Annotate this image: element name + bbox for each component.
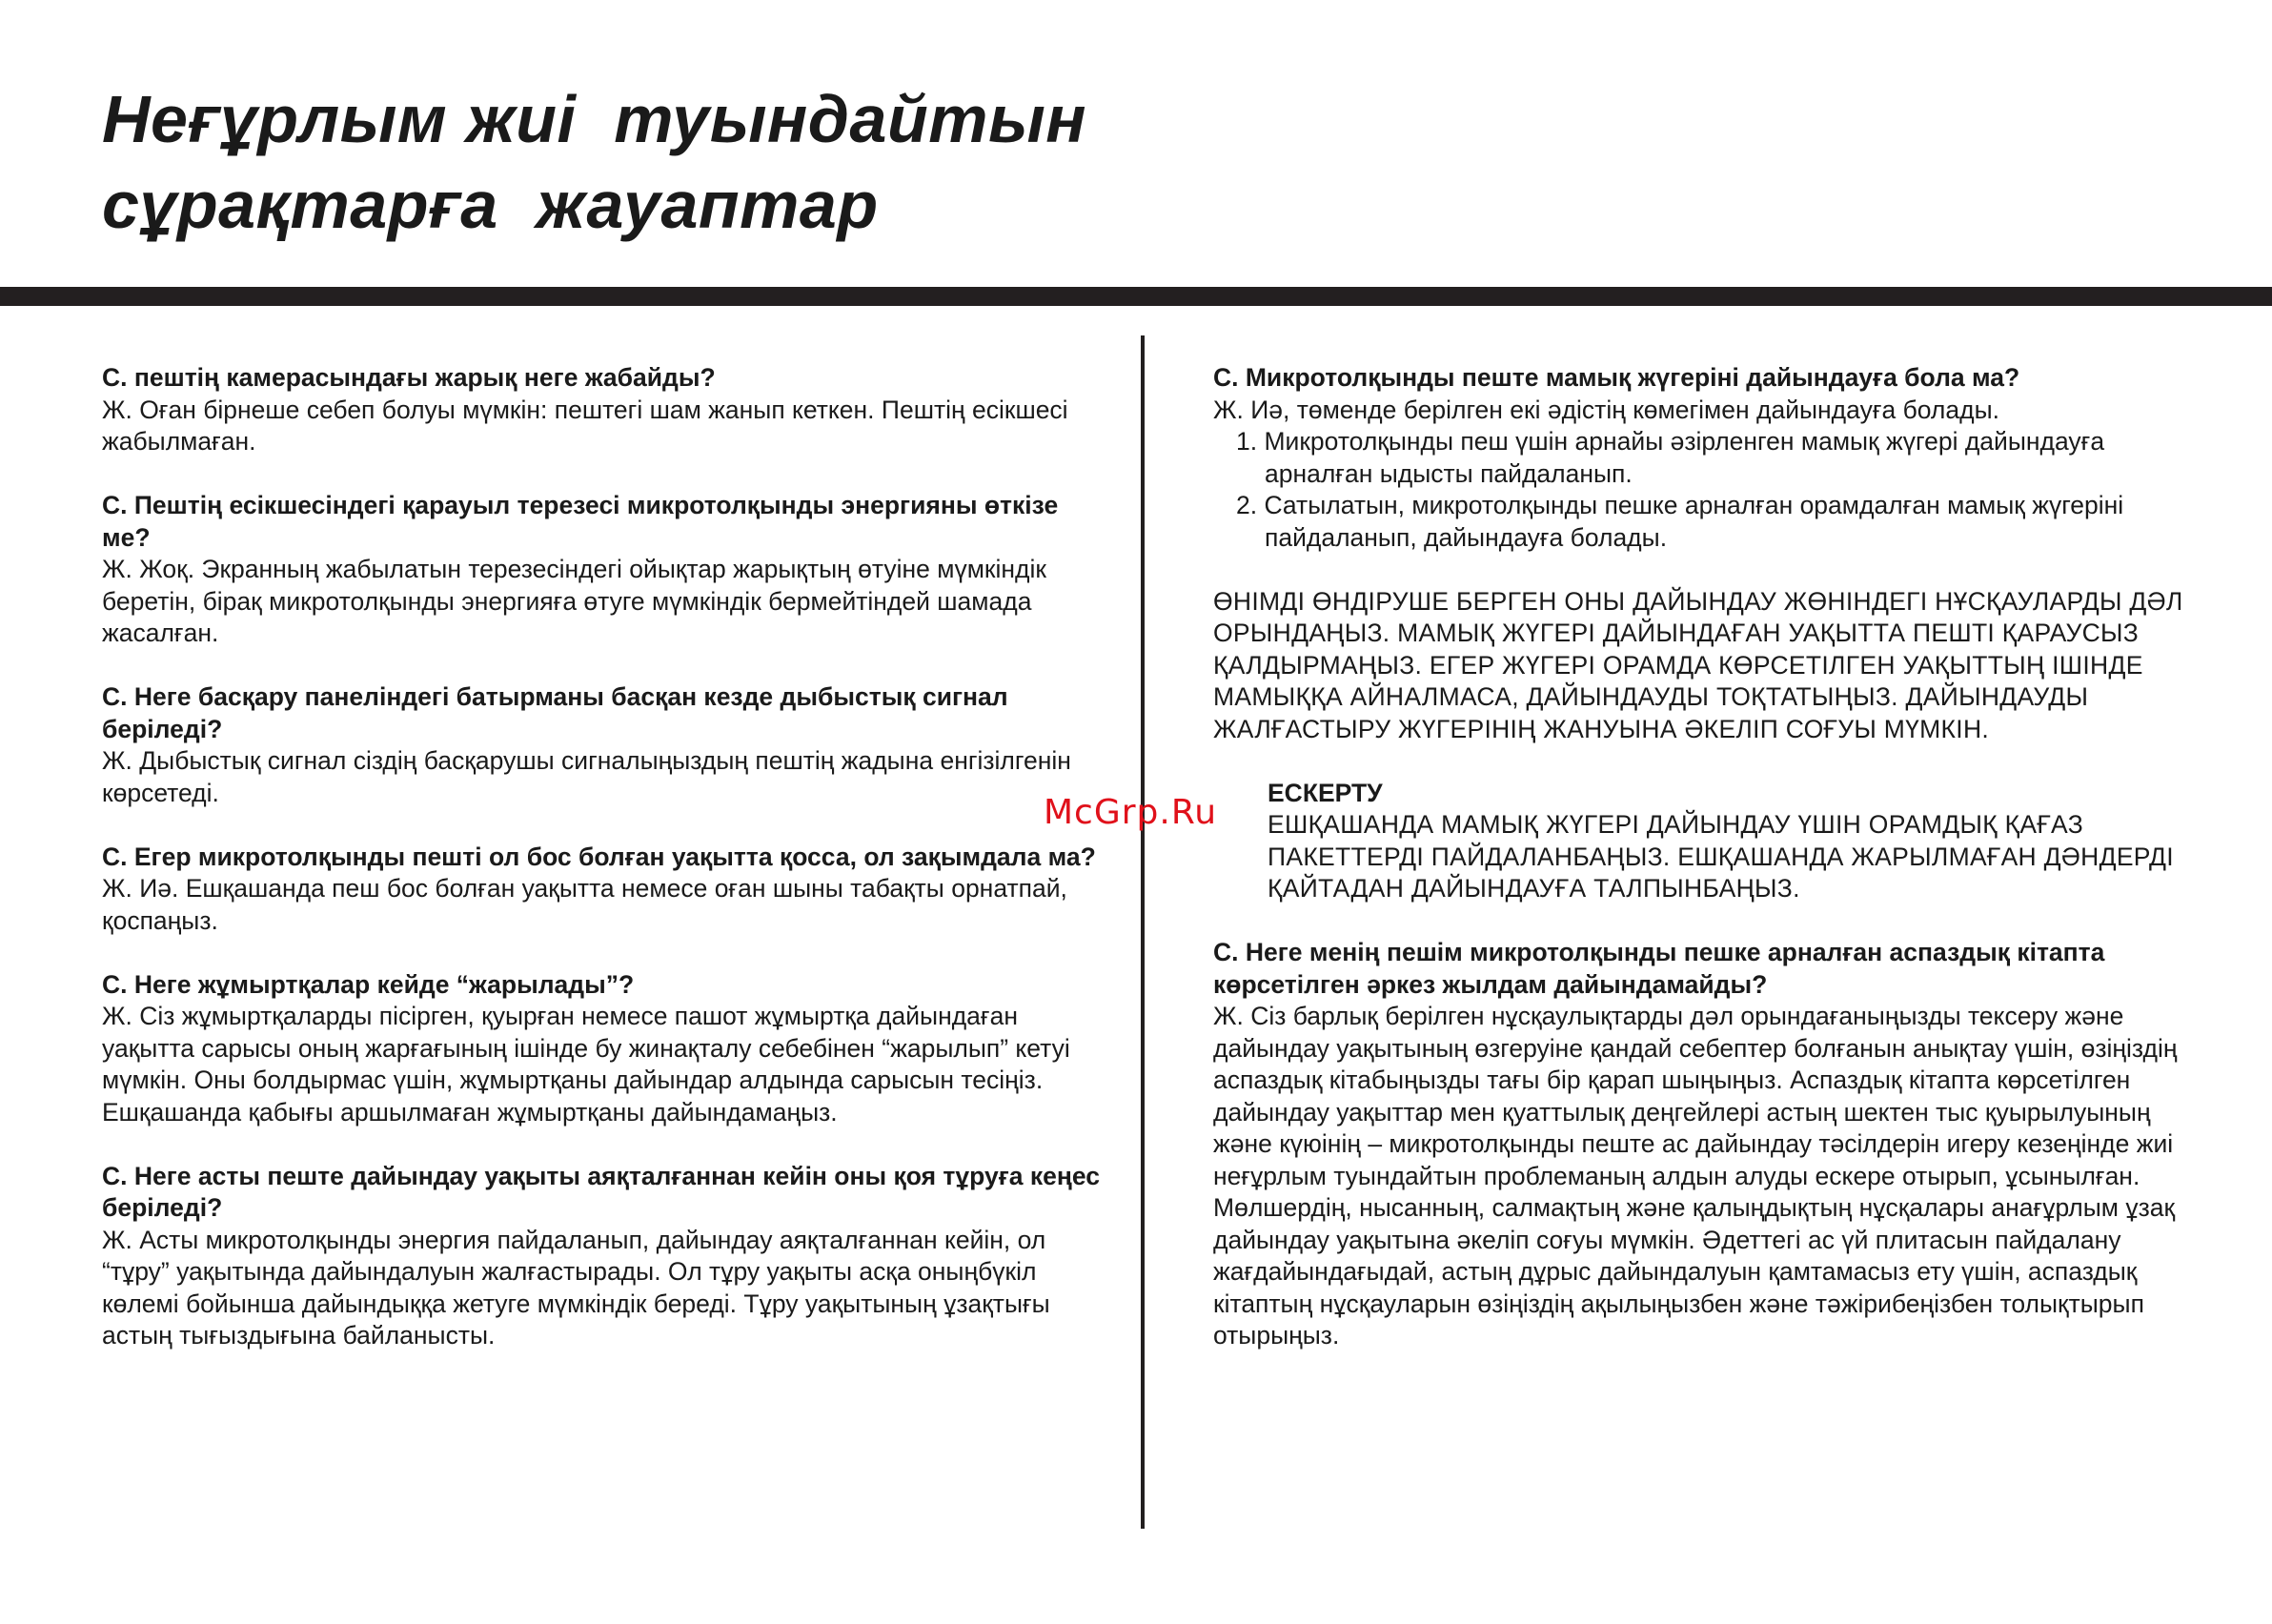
title-rule [0,287,2272,306]
faq-answer: Ж. Сіз барлық берілген нұсқаулықтарды дәл орындағаныңызды тексеру және дайындау уақытының өзгеруіне қандай себептер болғанын анықтау үшін, өзіңіздің аспаздық кітабыңызды тағы бір қарап шыңыңыз. Аспаздық кітапта көрсетілген дайындау уақыттар мен қуаттылық деңгейлері астың шектен тыс қуырылуының және күюінің – микротолқынды пеште ас дайындау тәсілдерін игеру кезеңінде жиі неғұрлым туындайтын проблеманың алдын алуды ескере отырып, ұсынылған. Мөлшердің, нысанның, салмақтың және қалыңдықтың нұсқалары анағұрлым ұзақ дайындау уақытына әкеліп соғуы мүмкін. Әдеттегі ас үй плитасын пайдалану жағдайындағыдай, астың дұрыс дайындалуын қамтамасыз ету үшін, аспаздық кітаптың нұсқауларын өзіңіздің ақылыңызбен және тәжірибеңізбен толықтырып отырыңыз. [1213,1002,2178,1350]
faq-item-popcorn [1213,362,2204,554]
faq-question: С. Неге асты пеште дайындау уақыты аяқталғаннан кейін оны қоя тұруға кеңес беріледі? [102,1161,1100,1222]
faq-answer: Ж. Асты микротолқынды энергия пайдаланып, дайындау аяқталғаннан кейін, ол “тұру” уақытында дайындалуын жалғастырады. Ол тұру уақыты асқа оныңбүкіл көлемі бойынша дайындыққа жетуге мүмкіндік береді. Тұру уақытының ұзақтығы астың тығыздығына байланысты. [102,1225,1050,1350]
method-list [1213,426,2204,554]
faq-item [102,362,1112,458]
faq-question: С. Пештің есікшесіндегі қарауыл терезесі микротолқынды энергияны өткізе ме? [102,491,1059,552]
warning-note [1268,778,2204,905]
right-column [1213,362,2204,1384]
faq-question: С. Неге басқару панеліндегі батырманы басқан кезде дыбыстық сигнал беріледі? [102,682,1008,743]
column-divider [1141,335,1145,1529]
watermark: McGrp.Ru [1044,793,1218,832]
faq-question: С. Микротолқынды пеште мамық жүгеріні дайындауға бола ма? [1213,363,2020,392]
faq-answer: Ж. Иә, төменде берілген екі әдістің көмегімен дайындауға болады. [1213,395,2000,424]
faq-answer: Ж. Дыбыстық сигнал сіздің басқарушы сигналыңыздың пештің жадына енгізілгенін көрсетеді. [102,746,1071,807]
warning-title: ЕСКЕРТУ [1268,778,1383,807]
manufacturer-instructions: ӨНІМДІ ӨНДІРУШЕ БЕРГЕН ОНЫ ДАЙЫНДАУ ЖӨНІНДЕГІ НҰСҚАУЛАРДЫ ДӘЛ ОРЫНДАҢЫЗ. МАМЫҚ ЖҮГЕРІ ДАЙЫНДАҒАН УАҚЫТТА ПЕШТІ ҚАРАУСЫЗ ҚАЛДЫРМАҢЫЗ. ЕГЕР ЖҮГЕРІ ОРАМДА КӨРСЕТІЛГЕН УАҚЫТТЫҢ ІШІНДЕ МАМЫҚҚА АЙНАЛМАСА, ДАЙЫНДАУДЫ ТОҚТАТЫҢЫЗ. ДАЙЫНДАУДЫ ЖАЛҒАСТЫРУ ЖҮГЕРІНІҢ ЖАНУЫНА ӘКЕЛІП СОҒУЫ МҮМКІН. [1213,586,2183,743]
faq-answer: Ж. Иә. Ешқашанда пеш бос болған уақытта немесе оған шыны табақты орнатпай, қоспаңыз. [102,874,1067,935]
faq-question: С. пештің камерасындағы жарық неге жабайды? [102,363,716,392]
faq-item [102,681,1112,809]
faq-answer: Ж. Сіз жұмыртқаларды пісірген, қуырған немесе пашот жұмыртқа дайындаған уақытта сарысы оның жарғағының ішінде бу жинақталу себебінен “жарылып” кетуі мүмкін. Оны болдырмас үшін, жұмыртқаны дайындар алдында сарысын тесіңіз. Ешқашанда қабығы аршылмаған жұмыртқаны дайындамаңыз. [102,1002,1070,1127]
faq-item [102,1161,1112,1352]
faq-question: С. Егер микротолқынды пешті ол бос болған уақытта қосса, ол зақымдала ма? [102,842,1096,871]
faq-question: С. Неге жұмыртқалар кейде “жарылады”? [102,969,635,999]
faq-item [102,490,1112,650]
faq-question: С. Неге менің пешім микротолқынды пешке арналған аспаздық кітапта көрсетілген әркез жылдам дайындамайды? [1213,938,2105,999]
page-title-line-1: Неғұрлым жиі туындайтын [102,82,1087,156]
faq-answer: Ж. Оған бірнеше себеп болуы мүмкін: пештегі шам жанып кеткен. Пештің есікшесі жабылмаған. [102,395,1068,456]
left-column [102,362,1112,1384]
list-item: 1. Микротолқынды пеш үшін арнайы әзірленген мамық жүгері дайындауға арналған ыдысты пайдаланып. [1236,427,2105,488]
faq-item [102,842,1112,938]
faq-answer: Ж. Жоқ. Экранның жабылатын терезесіндегі ойықтар жарықтың өтуіне мүмкіндік беретін, бірақ микротолқынды энергияға өтуге мүмкіндік бермейтіндей шамада жасалған. [102,555,1046,647]
warning-body: ЕШҚАШАНДА МАМЫҚ ЖҮГЕРІ ДАЙЫНДАУ ҮШІН ОРАМДЫҚ ҚАҒАЗ ПАКЕТТЕРДІ ПАЙДАЛАНБАҢЫЗ. ЕШҚАШАНДА ЖАРЫЛМАҒАН ДӘНДЕРДІ ҚАЙТАДАН ДАЙЫНДАУҒА ТАЛПЫНБАҢЫЗ. [1268,810,2174,903]
page-title-line-2: сұрақтарға жауаптар [102,168,879,242]
faq-item-cookbook [1213,937,2204,1352]
list-item: 2. Сатылатын, микротолқынды пешке арналған орамдалған мамық жүгеріні пайдаланып, дайындауға болады. [1236,491,2124,552]
page-title [102,76,1436,248]
faq-item [102,969,1112,1129]
